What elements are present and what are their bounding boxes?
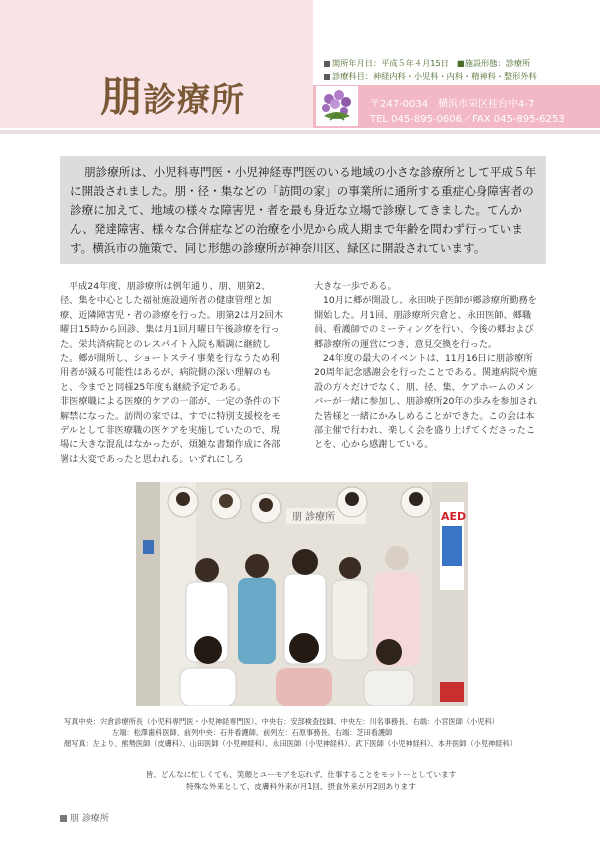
bullet-square-icon bbox=[324, 61, 330, 67]
article-column-right bbox=[314, 280, 539, 453]
note-line: 皆、どんなに忙しくても、笑顔とユーモアを忘れず、仕事することをモットーとしています bbox=[145, 770, 457, 779]
article-paragraph: 平成24年度、朋診療所は例年通り、朋、朋第2、径、集を中心とした福祉施設通所者の健康管理と加療、近隣障害児・者の診療を行った。朋第2は月2回木曜日15時から回診、集は月1回月曜日午後診療を行った。栄共済病院とのレスパイト入院も順調に継続した。郷が開所し、ショートステイ事業を行なうため利用者が減る可能性はあるが、病院側の深い理解のもと、今までと同様25年度も継続予定である。 bbox=[60, 281, 284, 393]
page-title-rest: 診療所 bbox=[143, 80, 246, 119]
facility-meta-text-1: 開所年月日：平成５年４月15日 ■施設形態：診療所 bbox=[332, 58, 531, 68]
article-paragraph: 大きな一歩である。 bbox=[314, 281, 397, 292]
footer-label: 朋 診療所 bbox=[70, 814, 109, 824]
facility-meta-line-2 bbox=[324, 71, 537, 82]
page-footer bbox=[60, 811, 109, 824]
title-block bbox=[0, 0, 313, 128]
bullet-square-icon bbox=[324, 74, 330, 80]
staff-group-photo bbox=[136, 482, 468, 706]
article-paragraph: 24年度の最大のイベントは、11月16日に朋診療所20周年記念感謝会を行ったことである。関連病院や施設の方々だけでなく、朋、径、集、ケアホームのメンバーが一緒に参加し、朋診療所20年の歩みを参加された皆様と一緒にかみしめることができた。この会は本部主催で行われ、楽しく会を盛り上げてくださったことを、心から感謝している。 bbox=[314, 353, 538, 451]
facility-meta-line-1 bbox=[324, 58, 530, 69]
footer-square-icon bbox=[60, 815, 67, 822]
flower-bouquet-icon bbox=[316, 86, 358, 126]
flower-logo bbox=[316, 86, 358, 126]
tel-fax: TEL 045-895-0606／FAX 045-895-6253 bbox=[370, 114, 565, 125]
caption-line: 左端：松澤歯科医師、前列中央：石井看護師、前列左：石原事務長、右端：芝田看護師 bbox=[112, 728, 393, 737]
intro-box bbox=[60, 156, 546, 264]
clinic-note bbox=[62, 769, 540, 793]
article-paragraph: 10月に郷が開設し、永田映子医師が郷診療所勤務を開始した。月1回、朋診療所宍倉と、永田医師、郷職員、看護師でのミーティングを行い、今後の郷および郷診療所の運営につき、意見交換を行った。 bbox=[314, 295, 537, 350]
article-column-left bbox=[60, 280, 285, 467]
note-line: 特殊な外来として、皮膚科外来が月1回、摂食外来が月2回あります bbox=[186, 782, 416, 791]
staff-front-row bbox=[180, 633, 414, 706]
page-title-first-char: 朋 bbox=[100, 72, 144, 121]
caption-line: 写真中央：宍倉診療所長（小児科専門医・小児神経専門医）、中央右：安部検査技師、中央左：川名事務長、右端：小宮医師（小児科） bbox=[64, 717, 499, 726]
aed-sign-text: AED bbox=[441, 510, 467, 523]
article-paragraph: 非医療職による医療的ケアの一部が、一定の条件の下解禁になった。訪問の家では、すでに特別支援校をモデルとして非医療職の医ケアを実施していたので、現場に大きな混乱はなかったが、煩雑な書類作成に各部署は大変であったと思われる。いずれにしろ bbox=[60, 396, 281, 465]
caption-line: 顔写真：左より、熊勢医師（皮膚科）、山田医師（小児神経科）、永田医師（小児神経科）、武下医師（小児神経科）、本井医師（小児神経科） bbox=[64, 739, 517, 748]
intro-text: 朋診療所は、小児科専門医・小児神経専門医のいる地域の小さな診療所として平成５年に開設されました。朋・径・集などの「訪問の家」の事業所に通所する重症心身障害者の診療に加えて、地域の様々な障害児・者を最も身近な立場で診療してきました。てんかん、発達障害、様々な合併症などの治療を小児から成人期まで年齢を問わず行っています。横浜市の施策で、同じ形態の診療所が神奈川区、緑区に開設されています。 bbox=[70, 165, 537, 255]
facility-meta-text-2: 診療科目：神経内科・小児科・内科・精神科・整形外科 bbox=[332, 71, 537, 81]
staff-photo-illustration bbox=[136, 482, 468, 706]
page-title bbox=[100, 64, 245, 124]
postal-address: 〒247-0034 横浜市栄区桂台中4-7 bbox=[370, 99, 535, 110]
photo-caption bbox=[64, 716, 542, 749]
header-divider bbox=[0, 130, 600, 134]
clinic-sign-text: 朋 診療所 bbox=[292, 512, 336, 523]
